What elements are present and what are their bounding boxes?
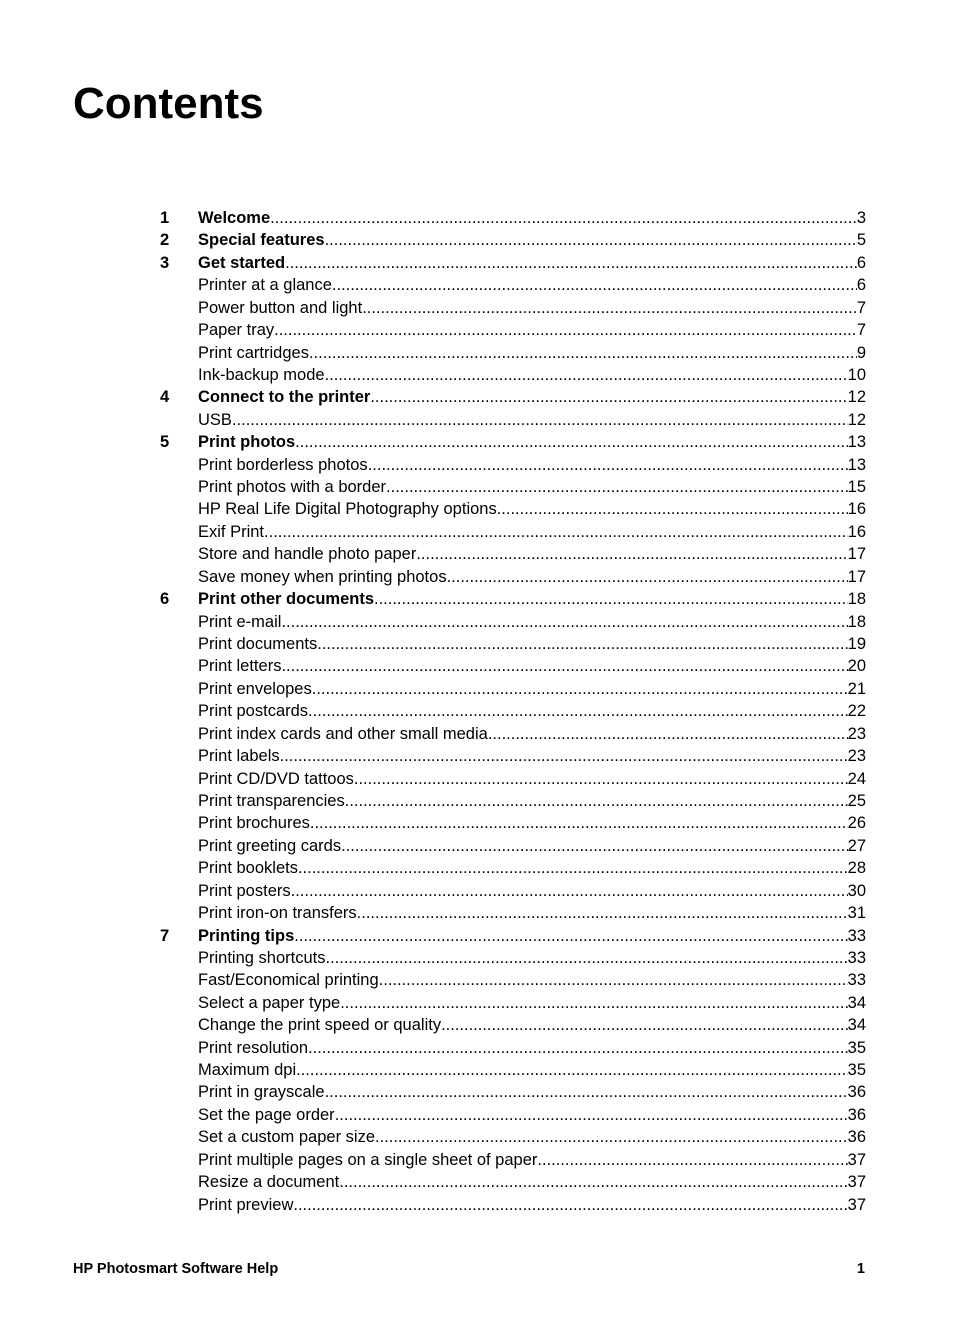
toc-page-number: 13 (847, 433, 866, 452)
toc-entry-label: Print photos with a border (198, 478, 387, 497)
toc-page-number: 35 (847, 1061, 866, 1080)
toc-page-number: 23 (847, 747, 866, 766)
toc-section-entry[interactable] (160, 633, 866, 655)
toc-entry-label: Ink-backup mode (198, 365, 325, 384)
dot-leader (281, 655, 847, 677)
toc-section-entry[interactable] (160, 1126, 866, 1148)
toc-page-number: 23 (847, 724, 866, 743)
toc-entry-label: Set the page order (198, 1105, 335, 1124)
toc-entry-label: Select a paper type (198, 993, 341, 1012)
toc-entry-label: Print other documents (198, 590, 375, 609)
dot-leader (291, 880, 848, 902)
toc-page-number: 20 (847, 657, 866, 676)
toc-page-number: 21 (847, 679, 866, 698)
toc-section-entry[interactable] (160, 1059, 866, 1081)
toc-section-entry[interactable] (160, 790, 866, 812)
toc-section-entry[interactable] (160, 409, 866, 431)
toc-page-number: 6 (856, 276, 866, 295)
toc-page-number: 7 (856, 321, 866, 340)
toc-page-number: 12 (847, 410, 866, 429)
toc-chapter-number: 3 (160, 253, 170, 272)
toc-entry-label: Print documents (198, 635, 318, 654)
dot-leader (341, 835, 848, 857)
toc-section-entry[interactable] (160, 342, 866, 364)
toc-page-number: 9 (856, 343, 866, 362)
toc-section-entry[interactable] (160, 297, 866, 319)
dot-leader (317, 633, 847, 655)
toc-chapter-entry[interactable] (160, 229, 866, 251)
toc-entry-label: Printing tips (198, 926, 295, 945)
toc-section-entry[interactable] (160, 835, 866, 857)
dot-leader (296, 1059, 848, 1081)
toc-page-number: 15 (847, 478, 866, 497)
toc-entry-label: Print greeting cards (198, 836, 342, 855)
toc-entry-label: Print CD/DVD tattoos (198, 769, 354, 788)
toc-entry-label: USB (198, 410, 232, 429)
toc-page-number: 26 (847, 814, 866, 833)
dot-leader (370, 386, 847, 408)
toc-page-number: 10 (847, 365, 866, 384)
toc-chapter-number: 1 (160, 209, 170, 227)
toc-page-number: 13 (847, 455, 866, 474)
dot-leader (308, 700, 848, 722)
toc-section-entry[interactable] (160, 274, 866, 296)
toc-chapter-number: 7 (160, 926, 170, 945)
toc-entry-label: Print preview (198, 1195, 294, 1214)
toc-page-number: 30 (847, 881, 866, 900)
toc-entry-label: Print borderless photos (198, 455, 368, 474)
toc-chapter-entry[interactable] (160, 925, 866, 947)
table-of-contents (160, 207, 866, 1216)
toc-page-number: 34 (847, 1016, 866, 1035)
dot-leader (298, 857, 848, 879)
toc-chapter-entry[interactable] (160, 252, 866, 274)
toc-section-entry[interactable] (160, 880, 866, 902)
toc-entry-label: Get started (198, 253, 286, 272)
toc-page-number: 19 (847, 635, 866, 654)
toc-section-entry[interactable] (160, 992, 866, 1014)
toc-section-entry[interactable] (160, 655, 866, 677)
toc-section-entry[interactable] (160, 723, 866, 745)
dot-leader (295, 431, 847, 453)
dot-leader (280, 745, 848, 767)
toc-entry-label: Fast/Economical printing (198, 971, 379, 990)
dot-leader (325, 364, 848, 386)
toc-entry-label: HP Real Life Digital Photography options (198, 500, 497, 519)
toc-page-number: 35 (847, 1038, 866, 1057)
toc-page-number: 17 (847, 567, 866, 586)
toc-page-number: 33 (847, 926, 866, 945)
toc-page-number: 37 (847, 1150, 866, 1169)
toc-section-entry[interactable] (160, 969, 866, 991)
toc-section-entry[interactable] (160, 611, 866, 633)
toc-section-entry[interactable] (160, 1037, 866, 1059)
toc-entry-label: Print e-mail (198, 612, 282, 631)
dot-leader (379, 969, 848, 991)
toc-entry-label: Print photos (198, 433, 296, 452)
dot-leader (447, 566, 848, 588)
toc-section-entry[interactable] (160, 454, 866, 476)
toc-entry-label: Store and handle photo paper (198, 545, 417, 564)
dot-leader (232, 409, 848, 431)
toc-section-entry[interactable] (160, 364, 866, 386)
toc-entry-label: Print booklets (198, 859, 298, 878)
toc-entry-label: Save money when printing photos (198, 567, 447, 586)
toc-page-number: 12 (847, 388, 866, 407)
toc-page-number: 36 (847, 1128, 866, 1147)
toc-entry-label: Print posters (198, 881, 291, 900)
toc-entry-label: Print cartridges (198, 343, 309, 362)
toc-entry-label: Connect to the printer (198, 388, 371, 407)
dot-leader (312, 678, 848, 700)
toc-page-number: 34 (847, 993, 866, 1012)
dot-leader (375, 1126, 848, 1148)
dot-leader (416, 543, 847, 565)
dot-leader (335, 1104, 848, 1126)
dot-leader (332, 274, 857, 296)
toc-section-entry[interactable] (160, 902, 866, 924)
toc-chapter-number: 6 (160, 590, 170, 609)
toc-page-number: 27 (847, 836, 866, 855)
toc-page-number: 16 (847, 500, 866, 519)
toc-page-number: 3 (856, 209, 866, 227)
toc-page-number: 31 (847, 904, 866, 923)
toc-chapter-entry[interactable] (160, 588, 866, 610)
toc-page-number: 36 (847, 1105, 866, 1124)
dot-leader (345, 790, 848, 812)
toc-page-number: 33 (847, 971, 866, 990)
footer-page-number: 1 (856, 1261, 865, 1277)
dot-leader (294, 925, 847, 947)
toc-section-entry[interactable] (160, 745, 866, 767)
dot-leader (308, 1037, 848, 1059)
toc-entry-label: Paper tray (198, 321, 275, 340)
toc-chapter-entry[interactable] (160, 431, 866, 453)
toc-section-entry[interactable] (160, 1194, 866, 1216)
toc-page-number: 5 (856, 231, 866, 250)
toc-page-number: 7 (856, 298, 866, 317)
toc-entry-label: Printer at a glance (198, 276, 332, 295)
dot-leader (339, 1171, 847, 1193)
dot-leader (293, 1194, 847, 1216)
toc-entry-label: Maximum dpi (198, 1061, 297, 1080)
toc-page-number: 37 (847, 1195, 866, 1214)
dot-leader (270, 207, 857, 229)
toc-chapter-number: 4 (160, 388, 170, 407)
dot-leader (354, 768, 848, 790)
dot-leader (264, 521, 848, 543)
toc-page-number: 17 (847, 545, 866, 564)
dot-leader (497, 498, 848, 520)
toc-entry-label: Power button and light (198, 298, 363, 317)
toc-section-entry[interactable] (160, 1104, 866, 1126)
toc-entry-label: Print envelopes (198, 679, 312, 698)
dot-leader (488, 723, 848, 745)
toc-chapter-entry[interactable] (160, 386, 866, 408)
dot-leader (325, 229, 857, 251)
dot-leader (274, 319, 857, 341)
toc-section-entry[interactable] (160, 566, 866, 588)
toc-entry-label: Set a custom paper size (198, 1128, 376, 1147)
toc-section-entry[interactable] (160, 857, 866, 879)
toc-entry-label: Special features (198, 231, 325, 250)
toc-chapter-number: 5 (160, 433, 170, 452)
toc-section-entry[interactable] (160, 1149, 866, 1171)
toc-entry-label: Print in grayscale (198, 1083, 325, 1102)
dot-leader (374, 588, 848, 610)
toc-page-number: 18 (847, 590, 866, 609)
dot-leader (368, 454, 848, 476)
toc-entry-label: Printing shortcuts (198, 948, 326, 967)
toc-entry-label: Print index cards and other small media (198, 724, 488, 743)
dot-leader (310, 812, 848, 834)
toc-entry-label: Print brochures (198, 814, 310, 833)
toc-entry-label: Welcome (198, 209, 271, 227)
toc-section-entry[interactable] (160, 521, 866, 543)
toc-entry-label: Print labels (198, 747, 280, 766)
toc-entry-label: Print multiple pages on a single sheet of paper (198, 1150, 538, 1169)
toc-section-entry[interactable] (160, 812, 866, 834)
toc-page-number: 28 (847, 859, 866, 878)
toc-section-entry[interactable] (160, 947, 866, 969)
toc-entry-label: Print resolution (198, 1038, 309, 1057)
toc-section-entry[interactable] (160, 768, 866, 790)
dot-leader (386, 476, 848, 498)
toc-entry-label: Print iron-on transfers (198, 904, 357, 923)
dot-leader (281, 611, 847, 633)
toc-page-number: 37 (847, 1173, 866, 1192)
dot-leader (441, 1014, 848, 1036)
toc-section-entry[interactable] (160, 1171, 866, 1193)
dot-leader (340, 992, 847, 1014)
page-title: Contents (73, 79, 264, 128)
footer-document-title: HP Photosmart Software Help (73, 1261, 279, 1277)
toc-section-entry[interactable] (160, 498, 866, 520)
dot-leader (285, 252, 857, 274)
toc-entry-label: Print transparencies (198, 791, 345, 810)
toc-section-entry[interactable] (160, 543, 866, 565)
toc-page-number: 18 (847, 612, 866, 631)
toc-page-number: 16 (847, 522, 866, 541)
toc-page-number: 24 (847, 769, 866, 788)
dot-leader (537, 1149, 847, 1171)
toc-page-number: 25 (847, 791, 866, 810)
toc-entry-label: Resize a document (198, 1173, 340, 1192)
toc-section-entry[interactable] (160, 678, 866, 700)
toc-entry-label: Print postcards (198, 702, 309, 721)
toc-section-entry[interactable] (160, 476, 866, 498)
toc-chapter-entry[interactable] (160, 207, 866, 229)
dot-leader (362, 297, 857, 319)
dot-leader (325, 947, 847, 969)
toc-chapter-number: 2 (160, 231, 170, 250)
toc-entry-label: Print letters (198, 657, 282, 676)
toc-page-number: 36 (847, 1083, 866, 1102)
toc-entry-label: Change the print speed or quality (198, 1016, 442, 1035)
toc-entry-label: Exif Print (198, 522, 265, 541)
dot-leader (357, 902, 848, 924)
toc-section-entry[interactable] (160, 700, 866, 722)
toc-page-number: 33 (847, 948, 866, 967)
toc-page-number: 22 (847, 702, 866, 721)
toc-section-entry[interactable] (160, 319, 866, 341)
toc-section-entry[interactable] (160, 1014, 866, 1036)
dot-leader (325, 1081, 848, 1103)
dot-leader (309, 342, 857, 364)
toc-section-entry[interactable] (160, 1081, 866, 1103)
toc-page-number: 6 (856, 253, 866, 272)
